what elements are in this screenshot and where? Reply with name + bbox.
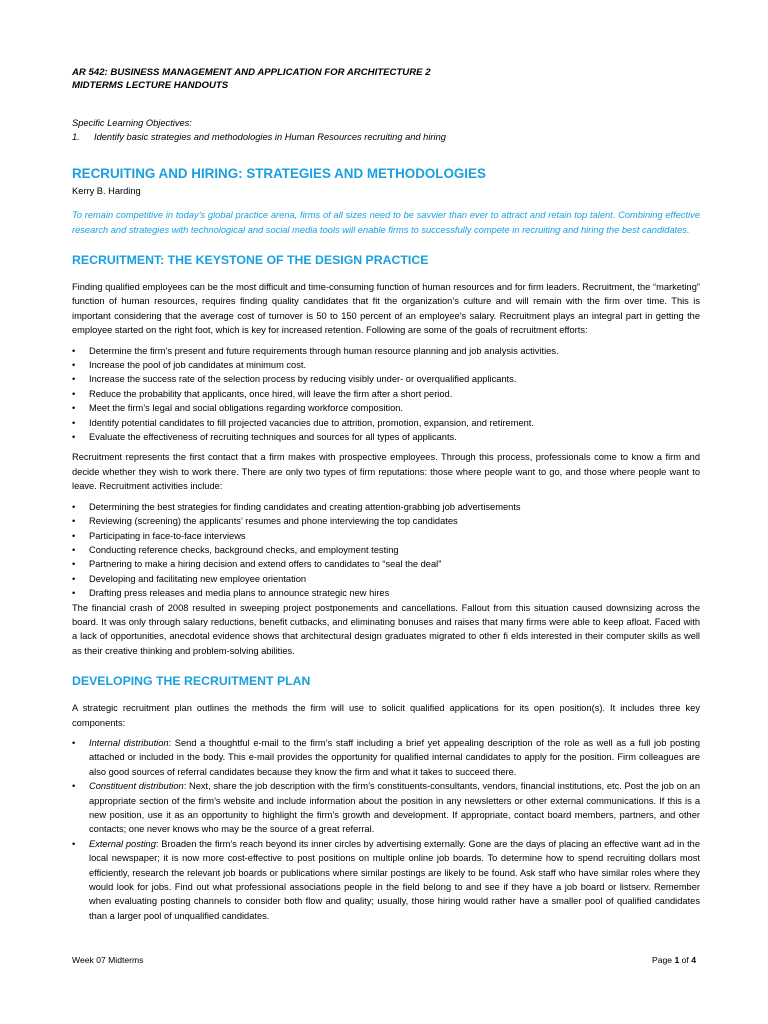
objective-text: Identify basic strategies and methodologies in Human Resources recruiting and hiring bbox=[94, 132, 446, 142]
list-item: • Increase the success rate of the selection process by reducing visibly under- or overqualified applicants. bbox=[72, 372, 700, 386]
bullet-icon: • bbox=[72, 360, 76, 371]
section-heading-recruitment-plan: DEVELOPING THE RECRUITMENT PLAN bbox=[72, 674, 311, 689]
bullet-icon: • bbox=[72, 573, 76, 584]
footer-week-label: Week 07 Midterms bbox=[72, 955, 144, 965]
list-item: • Evaluate the effectiveness of recruiting techniques and sources for all types of applicants. bbox=[72, 430, 700, 444]
list-item: • Determine the firm’s present and future requirements through human resource planning and job analysis activities. bbox=[72, 344, 700, 358]
bullet-icon: • bbox=[72, 781, 76, 792]
components-list bbox=[72, 736, 700, 923]
article-intro: To remain competitive in today’s global practice arena, firms of all sizes need to be savvier than ever to attract and retain top talent. Combining effective research and strategies with technological and social media tools will enable firms to successfully compete in recruiting and hiring the best candidates. bbox=[72, 210, 700, 235]
list-item: • Partnering to make a hiring decision and extend offers to candidates to “seal the deal” bbox=[72, 557, 700, 571]
handout-subtitle: MIDTERMS LECTURE HANDOUTS bbox=[72, 80, 229, 91]
article-author: Kerry B. Harding bbox=[72, 186, 141, 196]
learning-objectives bbox=[72, 116, 700, 144]
bullet-icon: • bbox=[72, 432, 76, 443]
list-item: • Reviewing (screening) the applicants’ resumes and phone interviewing the top candidates bbox=[72, 514, 700, 528]
bullet-icon: • bbox=[72, 403, 76, 414]
page-footer bbox=[72, 954, 700, 966]
bullet-icon: • bbox=[72, 737, 76, 748]
goals-list bbox=[72, 344, 700, 445]
bullet-icon: • bbox=[72, 501, 76, 512]
bullet-icon: • bbox=[72, 838, 76, 849]
activities-list bbox=[72, 500, 700, 601]
bullet-icon: • bbox=[72, 559, 76, 570]
paragraph: Finding qualified employees can be the most difficult and time-consuming function of human resources and for firm leaders. Recruitment, the “marketing” function of human resources, requires finding quality candidates that fit the organization’s culture and will remain with the firm over time. This is important considering that the average cost of turnover is 50 to 150 percent of an employee’s salary. Recruitment plays an integral part in getting the employee started on the right foot, which is key for increased retention. Following are some of the goals of recruitment efforts: bbox=[72, 282, 700, 336]
list-item: • Determining the best strategies for finding candidates and creating attention-grabbing job advertisements bbox=[72, 500, 700, 514]
list-item: • Conducting reference checks, background checks, and employment testing bbox=[72, 543, 700, 557]
bullet-icon: • bbox=[72, 388, 76, 399]
bullet-icon: • bbox=[72, 530, 76, 541]
paragraph: The financial crash of 2008 resulted in sweeping project postponements and cancellations. Fallout from this situation caused downsizing across the board. It was only through salary reductions, benefit cutbacks, and eliminating bonuses and raises that many firms were able to keep afloat. Faced with a lack of opportunities, anecdotal evidence shows that architectural design graduates migrated to other fi elds interested in their computer skills as well as their creative thinking and problem-solving abilities. bbox=[72, 602, 700, 656]
component-term: Constituent distribution bbox=[89, 781, 184, 792]
article-title: RECRUITING AND HIRING: STRATEGIES AND METHODOLOGIES bbox=[72, 166, 486, 181]
bullet-icon: • bbox=[72, 516, 76, 527]
list-item: • Increase the pool of job candidates at minimum cost. bbox=[72, 358, 700, 372]
course-title: AR 542: BUSINESS MANAGEMENT AND APPLICATION FOR ARCHITECTURE 2 bbox=[72, 67, 431, 78]
list-item: • Reduce the probability that applicants, once hired, will leave the firm after a short period. bbox=[72, 387, 700, 401]
list-item: • Drafting press releases and media plans to announce strategic new hires bbox=[72, 586, 700, 600]
list-item: • Developing and facilitating new employee orientation bbox=[72, 572, 700, 586]
bullet-icon: • bbox=[72, 417, 76, 428]
page-number: Page 1 of 4 bbox=[652, 955, 696, 965]
section-heading-recruitment: RECRUITMENT: THE KEYSTONE OF THE DESIGN PRACTICE bbox=[72, 253, 429, 267]
list-item: • Participating in face-to-face interviews bbox=[72, 529, 700, 543]
component-term: External posting bbox=[89, 838, 156, 849]
document-page bbox=[72, 66, 700, 923]
bullet-icon: • bbox=[72, 544, 76, 555]
objective-item bbox=[72, 130, 700, 144]
bullet-icon: • bbox=[72, 588, 76, 599]
list-item: • Identify potential candidates to fill projected vacancies due to attrition, promotion, expansion, and retirement. bbox=[72, 416, 700, 430]
bullet-icon: • bbox=[72, 374, 76, 385]
component-term: Internal distribution bbox=[89, 737, 169, 748]
list-item: • Constituent distribution: Next, share the job description with the firm’s constituents-consultants, vendors, financial institutions, etc. Post the job on an appropriate section of the firm’s website and include information about the position in any newsletters or other external communications. If this is a new position, use it as an opportunity to highlight the firm’s growth and development. If appropriate, contact board members, partners, and other contacts; one never knows who may be the source of a great referral. bbox=[72, 781, 700, 835]
paragraph: Recruitment represents the first contact that a firm makes with prospective employees. Through this process, professionals come to know a firm and decide whether they wish to work there. There are only two types of firm reputations: those where people want to go, and those where people want to leave. Recruitment activities include: bbox=[72, 452, 700, 492]
paragraph: A strategic recruitment plan outlines the methods the firm will use to solicit qualified applications for its open position(s). It includes three key components: bbox=[72, 703, 700, 728]
objective-number: 1. bbox=[72, 132, 80, 142]
objectives-heading: Specific Learning Objectives: bbox=[72, 118, 192, 128]
bullet-icon: • bbox=[72, 345, 76, 356]
list-item: • Internal distribution: Send a thoughtful e-mail to the firm’s staff including a brief yet appealing description of the role as well as a full job posting attached or included in the body. This e-mail provides the opportunity for qualified internal candidates to apply for the position. Firm colleagues are also good sources of referral candidates because they know the firm and what it takes to succeed there. bbox=[72, 737, 700, 777]
list-item: • External posting: Broaden the firm’s reach beyond its inner circles by advertising externally. Gone are the days of placing an effective want ad in the local newspaper; it is now more cost-effective to post positions on multiple online job boards. To determine how to spend recruiting dollars most efficiently, research the relevant job boards or publications where similar postings are likely to be found. Ask staff who have similar roles where they would look for jobs. Find out what professional associations people in the field belong to and see if they have a job board or listserv. Remember when evaluating posting channels to consider both flow and quality; usually, those hiring would rather have a smaller pool of qualified candidates than a larger pool of unqualified candidates. bbox=[72, 838, 700, 921]
list-item: • Meet the firm’s legal and social obligations regarding workforce composition. bbox=[72, 401, 700, 415]
